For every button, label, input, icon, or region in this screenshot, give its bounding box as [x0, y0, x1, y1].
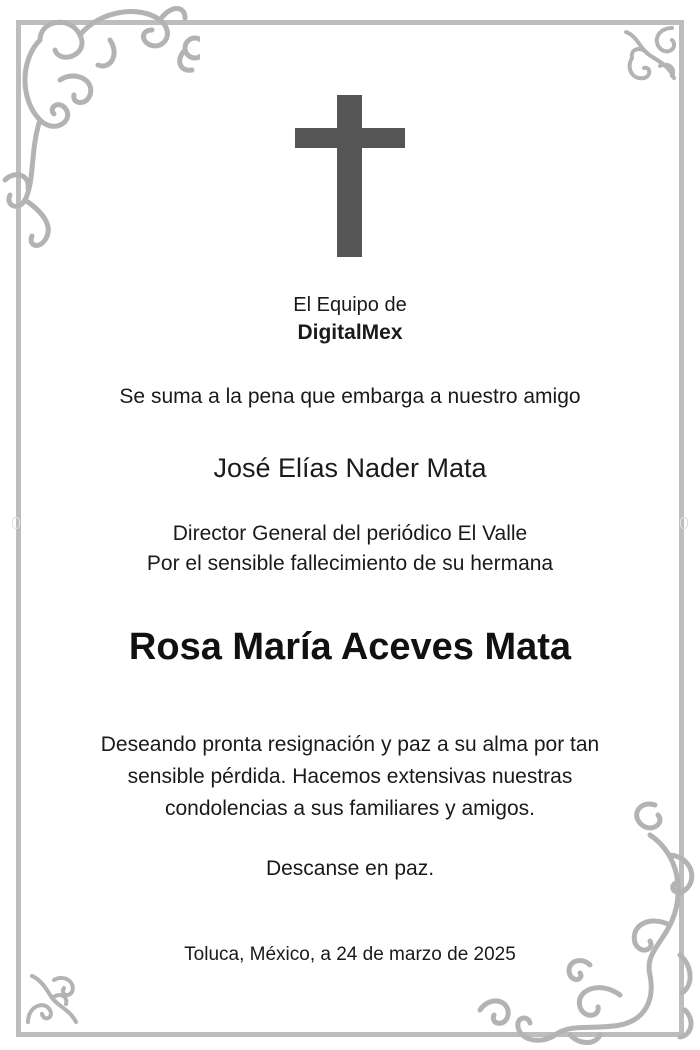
- reason-text: Por el sensible fallecimiento de su hermana: [146, 552, 554, 575]
- team-line: El Equipo de: [293, 294, 407, 316]
- friend-position: Director General del periódico El Valle: [172, 522, 528, 545]
- place-and-date: Toluca, México, a 24 de marzo de 2025: [184, 944, 516, 965]
- right-edge-mark: [680, 517, 688, 529]
- friend-name: José Elías Nader Mata: [213, 453, 487, 483]
- bottom-right-swirl-ornament-icon: [470, 795, 700, 1050]
- message-line: Deseando pronta resignación y paz a su alma por tan: [100, 733, 600, 756]
- top-right-swirl-ornament-icon: [612, 18, 684, 90]
- closing-text: Descanse en paz.: [265, 857, 435, 880]
- top-left-swirl-ornament-icon: [0, 0, 200, 260]
- intro-text: Se suma a la pena que embarga a nuestro amigo: [119, 385, 581, 408]
- deceased-name: Rosa María Aceves Mata: [128, 626, 572, 668]
- message-line: sensible pérdida. Hacemos extensivas nuestras: [127, 765, 573, 788]
- company-name: DigitalMex: [297, 321, 403, 344]
- message-line: condolencias a sus familiares y amigos.: [164, 797, 535, 820]
- bottom-left-swirl-ornament-icon: [20, 966, 84, 1030]
- latin-cross-icon: [295, 95, 405, 257]
- left-edge-mark: [12, 517, 20, 529]
